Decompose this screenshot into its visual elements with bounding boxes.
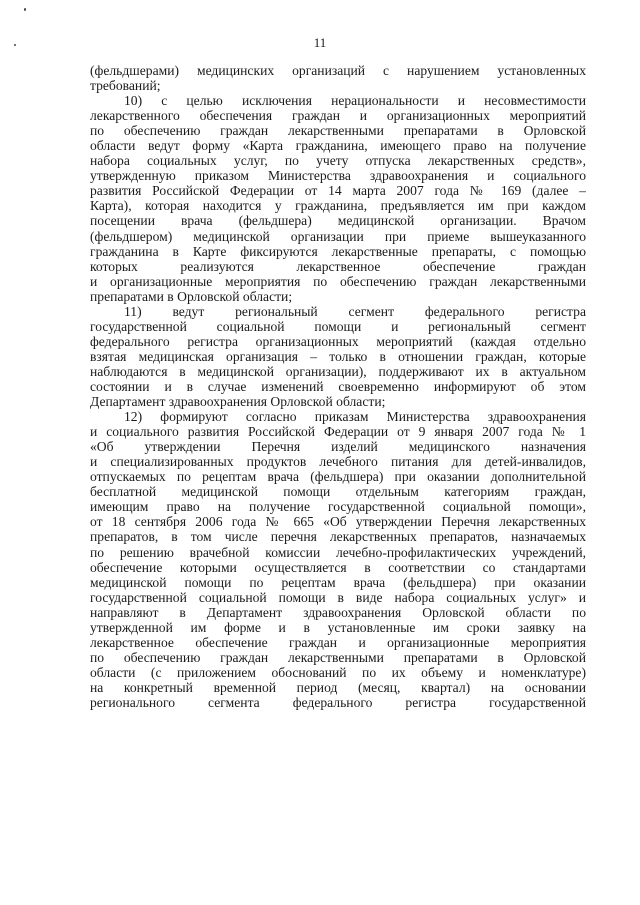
text-line: государственной социальной помощи в виде набора социальных услуг» и (90, 589, 586, 605)
scan-speck (24, 8, 26, 11)
text-line: обеспечение которыми осуществляется в соответствии со стандартами (90, 559, 586, 575)
document-body (90, 63, 586, 710)
text-line: имеющим право на получение государственной социальной помощи», (90, 499, 586, 515)
text-line: федерального регистра организационных мероприятий (каждая отдельно (90, 333, 586, 349)
text-line: направляют в Департамент здравоохранения Орловской области по (90, 604, 586, 620)
text-line: состоянии и в случае изменений своевременно информируют об этом (90, 378, 586, 394)
text-line: на конкретный временной период (месяц, квартал) на основании (90, 679, 586, 695)
text-line: наблюдаются в медицинской организации), поддерживают их в актуальном (90, 363, 586, 379)
text-line: и организационные мероприятия по обеспечению граждан лекарственными (90, 273, 586, 289)
text-line: 12) формируют согласно приказам Министерства здравоохранения (124, 409, 586, 425)
text-line: государственной социальной помощи и региональный сегмент (90, 318, 586, 334)
text-line: посещении врача (фельдшера) медицинской организации. Врачом (90, 213, 586, 229)
text-line: по решению врачебной комиссии лечебно-профилактических учреждений, (90, 544, 586, 560)
text-line: Департамент здравоохранения Орловской области; (90, 394, 386, 410)
text-line: Карта), которая находится у гражданина, предъявляется им при каждом (90, 198, 586, 214)
text-line: (фельдшером) медицинской организации при приеме вышеуказанного (90, 228, 586, 244)
text-line: по обеспечению граждан лекарственными препаратами в Орловской (90, 649, 586, 665)
text-line: бесплатной медицинской помощи отдельным категориям граждан, (90, 484, 586, 500)
text-line: гражданина в Карте фиксируются лекарственные препараты, с помощью (90, 243, 586, 259)
text-line: по обеспечению граждан лекарственными препаратами в Орловской (90, 123, 586, 139)
text-line: регионального сегмента федерального регистра государственной (90, 694, 586, 710)
text-line: от 18 сентября 2006 года № 665 «Об утверждении Перечня лекарственных (90, 514, 586, 530)
text-line: развития Российской Федерации от 14 марта 2007 года № 169 (далее – (90, 183, 586, 199)
text-line: которых реализуются лекарственное обеспечение граждан (90, 258, 586, 274)
text-line: взятая медицинская организация – только в отношении граждан, которые (90, 348, 586, 364)
text-line: «Об утверждении Перечня изделий медицинского назначения (90, 439, 586, 455)
text-line: утвержденную приказом Министерства здравоохранения и социального (90, 168, 586, 184)
text-line: и специализированных продуктов лечебного питания для детей-инвалидов, (90, 454, 586, 470)
text-line: области (с приложением обоснований по их объему и номенклатуре) (90, 664, 586, 680)
text-line: области ведут форму «Карта гражданина, имеющего право на получение (90, 138, 586, 154)
text-line: отпускаемых по рецептам врача (фельдшера) при оказании дополнительной (90, 469, 586, 485)
text-line: лекарственного обеспечения граждан и организационных мероприятий (90, 108, 586, 124)
text-line: препаратов, в том числе перечня лекарственных препаратов, назначаемых (90, 529, 586, 545)
text-line: (фельдшерами) медицинских организаций с нарушением установленных (90, 63, 586, 78)
text-line: утвержденной им форме и в установленные им сроки заявку на (90, 619, 586, 635)
text-line: набора социальных услуг, по учету отпуска лекарственных средств», (90, 153, 586, 169)
text-line: препаратами в Орловской области; (90, 288, 293, 304)
page-number: 11 (313, 35, 327, 50)
text-line: требований; (90, 78, 161, 94)
text-line: 10) с целью исключения нерациональности и несовместимости (124, 93, 586, 109)
text-line: лекарственное обеспечение граждан и организационные мероприятия (90, 634, 586, 650)
text-line: медицинской помощи по рецептам врача (фельдшера) при оказании (90, 574, 586, 590)
text-line: 11) ведут региональный сегмент федерального регистра (124, 303, 586, 319)
text-line: и социального развития Российской Федерации от 9 января 2007 года № 1 (90, 424, 586, 440)
